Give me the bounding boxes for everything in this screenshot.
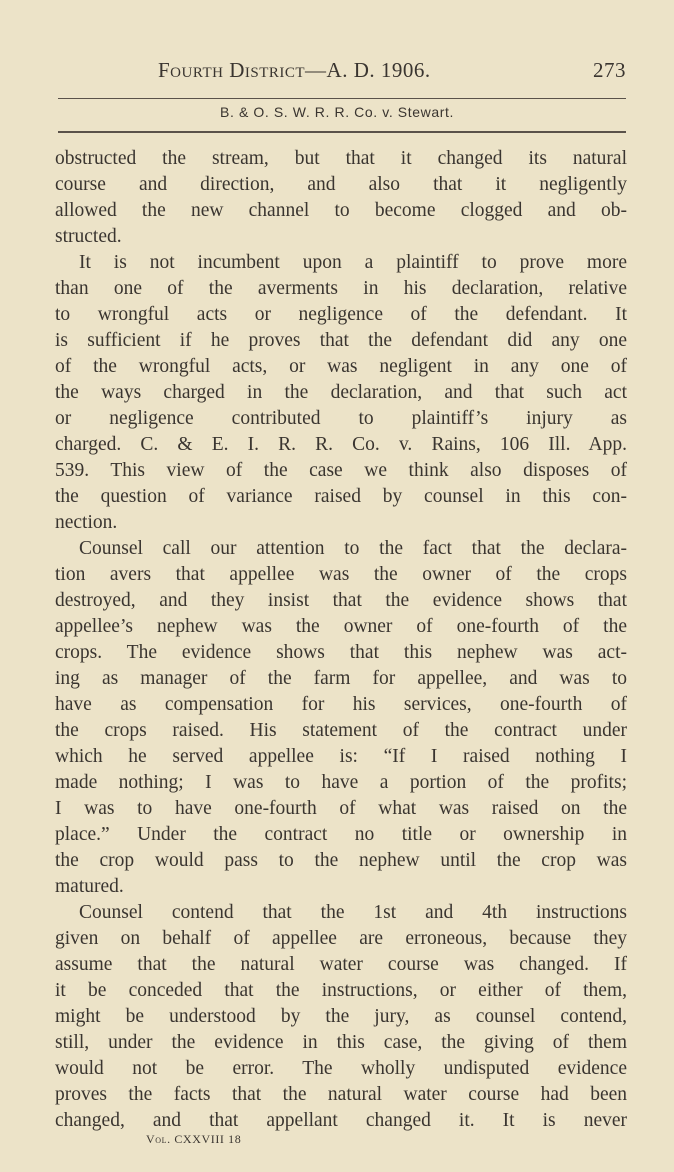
text-line: charged. C. & E. I. R. R. Co. v. Rains, 106 Ill. App. (55, 434, 627, 455)
text-line: or negligence contributed to plaintiff’s injury as (55, 408, 627, 429)
running-head (58, 58, 626, 88)
paragraph-first-line: Counsel contend that the 1st and 4th instructions (79, 902, 627, 923)
paragraph-first-line: It is not incumbent upon a plaintiff to prove more (79, 252, 627, 273)
running-head-title: Fourth District—A. D. 1906. (158, 58, 431, 82)
text-line: ing as manager of the farm for appellee, and was to (55, 668, 627, 689)
text-line: made nothing; I was to have a portion of the profits; (55, 772, 627, 793)
text-line: the question of variance raised by counsel in this con- (55, 486, 627, 507)
page-number: 273 (593, 58, 626, 82)
text-line: the ways charged in the declaration, and that such act (55, 382, 627, 403)
text-line: 539. This view of the case we think also disposes of (55, 460, 627, 481)
text-line: the crop would pass to the nephew until the crop was (55, 850, 627, 871)
text-line: obstructed the stream, but that it changed its natural (55, 148, 627, 169)
header-rule-bottom (58, 131, 626, 133)
text-line: it be conceded that the instructions, or either of them, (55, 980, 627, 1001)
text-line: the crops raised. His statement of the contract under (55, 720, 627, 741)
text-line: I was to have one-fourth of what was raised on the (55, 798, 627, 819)
header-rule-top (58, 98, 626, 99)
text-line: course and direction, and also that it negligently (55, 174, 627, 195)
text-line: of the wrongful acts, or was negligent in any one of (55, 356, 627, 377)
text-line: matured. (55, 876, 124, 897)
volume-signature: Vol. CXXVIII 18 (146, 1132, 242, 1146)
text-line: which he served appellee is: “If I raised nothing I (55, 746, 627, 767)
text-line: proves the facts that the natural water course had been (55, 1084, 627, 1105)
text-line: destroyed, and they insist that the evidence shows that (55, 590, 627, 611)
text-line: place.” Under the contract no title or ownership in (55, 824, 627, 845)
text-line: appellee’s nephew was the owner of one-fourth of the (55, 616, 627, 637)
text-line: assume that the natural water course was changed. If (55, 954, 627, 975)
text-line: than one of the averments in his declaration, relative (55, 278, 627, 299)
text-line: is sufficient if he proves that the defendant did any one (55, 330, 627, 351)
text-line: structed. (55, 226, 122, 247)
text-line: crops. The evidence shows that this nephew was act- (55, 642, 627, 663)
text-line: changed, and that appellant changed it. It is never (55, 1110, 627, 1131)
text-line: would not be error. The wholly undisputed evidence (55, 1058, 627, 1079)
text-line: nection. (55, 512, 118, 533)
case-citation: B. & O. S. W. R. R. Co. v. Stewart. (220, 104, 454, 120)
text-line: given on behalf of appellee are erroneous, because they (55, 928, 627, 949)
text-line: have as compensation for his services, one-fourth of (55, 694, 627, 715)
text-line: to wrongful acts or negligence of the defendant. It (55, 304, 627, 325)
paragraph-first-line: Counsel call our attention to the fact that the declara- (79, 538, 627, 559)
text-line: allowed the new channel to become clogged and ob- (55, 200, 627, 221)
text-line: might be understood by the jury, as counsel contend, (55, 1006, 627, 1027)
text-line: tion avers that appellee was the owner of the crops (55, 564, 627, 585)
text-line: still, under the evidence in this case, the giving of them (55, 1032, 627, 1053)
